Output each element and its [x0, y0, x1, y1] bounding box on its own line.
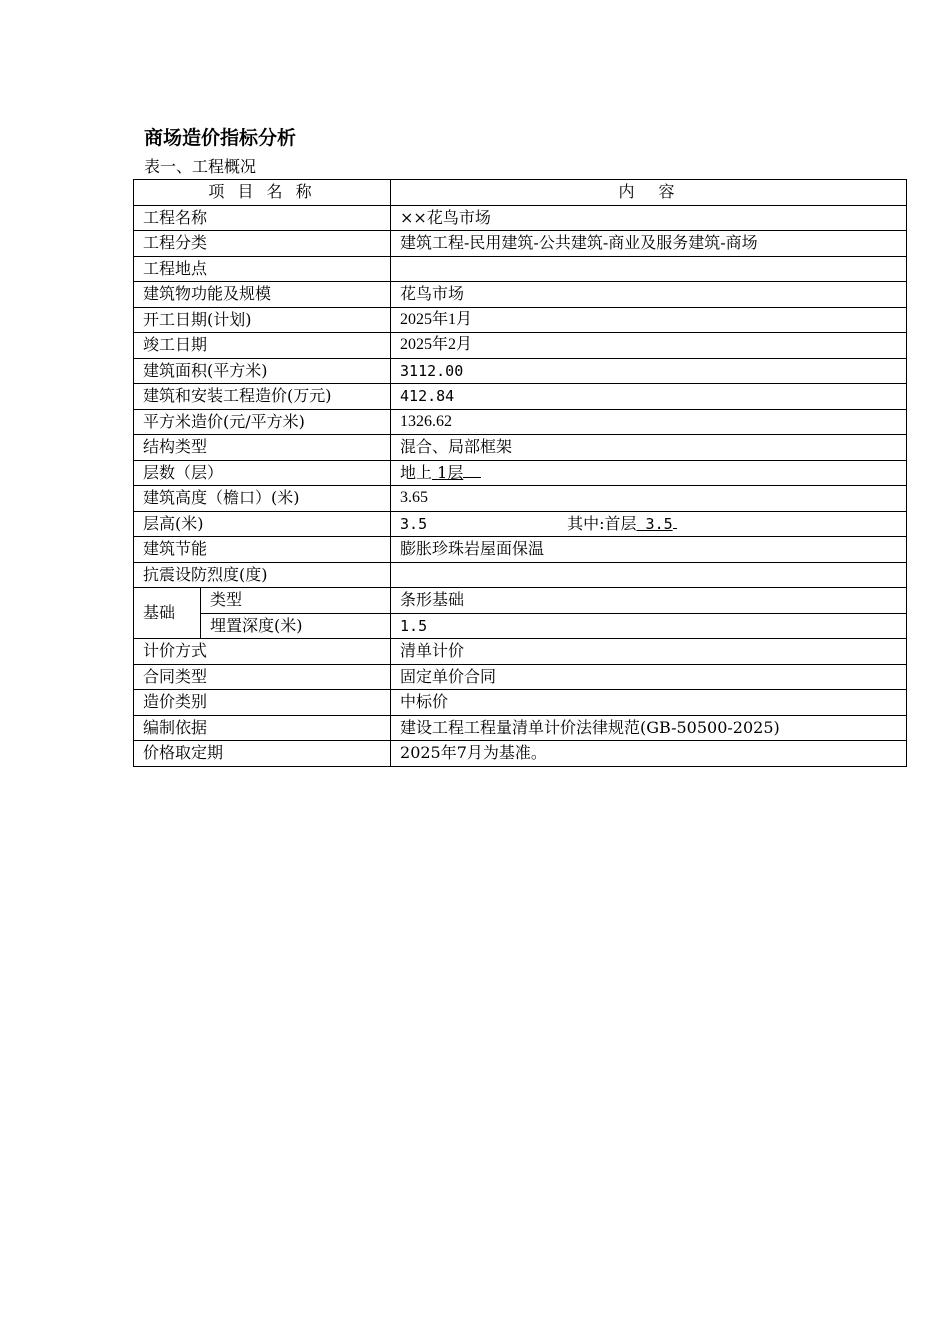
row-value-project-name: ××花鸟市场: [391, 205, 907, 231]
row-value-floor-height: [391, 511, 907, 537]
row-value-start-date: 2025年1月: [391, 307, 907, 333]
table-row: [134, 741, 907, 767]
row-value-energy-saving: 膨胀珍珠岩屋面保温: [391, 537, 907, 563]
row-value-function-scale: 花鸟市场: [391, 282, 907, 308]
table-row: [134, 435, 907, 461]
floors-prefix: 地上: [400, 462, 433, 482]
table-row: [134, 205, 907, 231]
floor-height-value: 3.5: [400, 514, 428, 533]
table-row: [134, 613, 907, 639]
table-row: [134, 715, 907, 741]
header-content: 内 容: [391, 180, 907, 206]
row-label-start-date: 开工日期(计划): [134, 307, 391, 333]
row-label-function-scale: 建筑物功能及规模: [134, 282, 391, 308]
row-label-floor-height: 层高(米): [134, 511, 391, 537]
row-label-basis: 编制依据: [134, 715, 391, 741]
row-label-cost-category: 造价类别: [134, 690, 391, 716]
floors-blank-line: [463, 461, 481, 478]
row-value-building-area: 3112.00: [391, 358, 907, 384]
table-row: [134, 639, 907, 665]
row-label-project-location: 工程地点: [134, 256, 391, 282]
table-header-row: [134, 180, 907, 206]
row-label-contract-type: 合同类型: [134, 664, 391, 690]
row-label-foundation-depth: 埋置深度(米): [201, 613, 391, 639]
table-row: [134, 486, 907, 512]
row-label-pricing-method: 计价方式: [134, 639, 391, 665]
project-overview-table: [133, 179, 907, 767]
table-row: [134, 333, 907, 359]
table-row: [134, 358, 907, 384]
table-row: [134, 562, 907, 588]
row-label-project-category: 工程分类: [134, 231, 391, 257]
row-value-floors: [391, 460, 907, 486]
row-value-project-location: [391, 256, 907, 282]
table-row: [134, 231, 907, 257]
row-value-foundation-depth: 1.5: [391, 613, 907, 639]
first-floor-blank-line: [673, 512, 677, 529]
row-value-cost-category: 中标价: [391, 690, 907, 716]
row-value-unit-cost: 1326.62: [391, 409, 907, 435]
row-label-price-base-date: 价格取定期: [134, 741, 391, 767]
table-row: [134, 256, 907, 282]
row-label-project-name: 工程名称: [134, 205, 391, 231]
row-value-contract-type: 固定单价合同: [391, 664, 907, 690]
row-label-structure-type: 结构类型: [134, 435, 391, 461]
table-row: [134, 282, 907, 308]
first-floor-height-value: [637, 515, 673, 533]
row-value-foundation-type: 条形基础: [391, 588, 907, 614]
document-title: 商场造价指标分析: [144, 127, 297, 149]
row-label-completion-date: 竣工日期: [134, 333, 391, 359]
row-value-price-base-date: 2025年7月为基准。: [391, 741, 907, 767]
row-label-foundation: 基础: [134, 588, 201, 639]
row-value-project-category: 建筑工程-民用建筑-公共建筑-商业及服务建筑-商场: [391, 231, 907, 257]
row-value-construction-cost: 412.84: [391, 384, 907, 410]
table-row: [134, 409, 907, 435]
row-label-foundation-type: 类型: [201, 588, 391, 614]
row-label-seismic-intensity: 抗震设防烈度(度): [134, 562, 391, 588]
table-row: [134, 690, 907, 716]
table-caption: 表一、工程概况: [144, 157, 257, 176]
row-label-energy-saving: 建筑节能: [134, 537, 391, 563]
row-value-basis: 建设工程工程量清单计价法律规范(GB-50500-2025): [391, 715, 907, 741]
first-floor-height-text: 3.5: [645, 514, 673, 533]
row-label-unit-cost: 平方米造价(元/平方米): [134, 409, 391, 435]
row-label-construction-cost: 建筑和安装工程造价(万元): [134, 384, 391, 410]
row-label-building-height: 建筑高度（檐口）(米): [134, 486, 391, 512]
row-value-building-height: 3.65: [391, 486, 907, 512]
table-row: [134, 664, 907, 690]
header-item-name: 项 目 名 称: [134, 180, 391, 206]
row-label-building-area: 建筑面积(平方米): [134, 358, 391, 384]
table-row: [134, 537, 907, 563]
table-row: [134, 588, 907, 614]
table-row: [134, 307, 907, 333]
row-value-seismic-intensity: [391, 562, 907, 588]
floors-value-text: 1层: [437, 462, 464, 482]
row-value-structure-type: 混合、局部框架: [391, 435, 907, 461]
row-label-floors: 层数（层）: [134, 460, 391, 486]
row-value-pricing-method: 清单计价: [391, 639, 907, 665]
floors-value: [432, 463, 463, 482]
table-row: [134, 460, 907, 486]
row-value-completion-date: 2025年2月: [391, 333, 907, 359]
table-row: [134, 384, 907, 410]
table-row: [134, 511, 907, 537]
first-floor-height-prefix: 其中:首层: [567, 513, 637, 533]
